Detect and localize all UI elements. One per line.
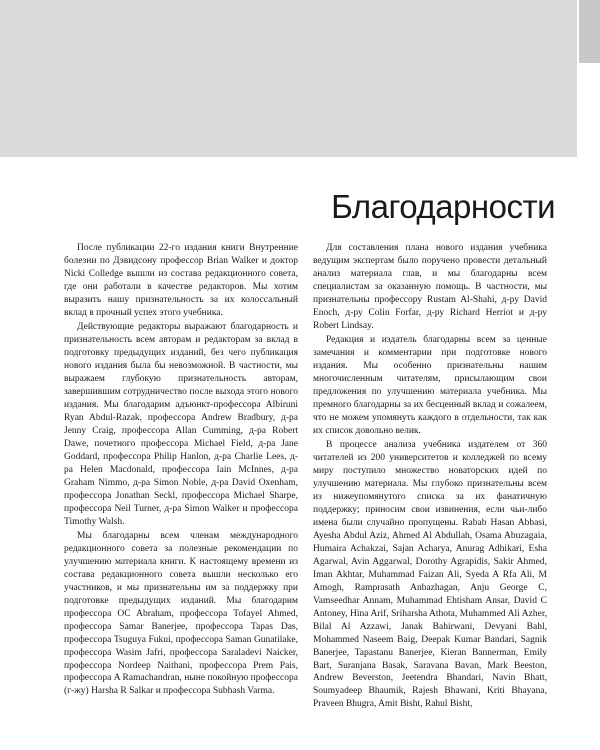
paragraph: Для составления плана нового издания учебника ведущим экспертам было поручено провести детальный анализ материала глав, и мы благодарны всем специалистам за оказанную помощь. В частности, мы признательны профессору Rustam Al-Shahi, д-ру David Enoch, д-ру Colin Forfar, д-ру Richard Herriot и д-ру Robert Lindsay. bbox=[313, 243, 547, 331]
paragraph: Мы благодарны всем членам международного редакционного совета за полезные рекомендации по улучшению материала книги. К настоящему времени из состава редакционного совета вышли несколько его участников, и мы признательны им за поддержку при подготовке предыдущих изданий. Мы благодарим профессора OC Abraham, профессора Tofayel Ahmed, профессора Samar Banerjee, профессора Tapas Das, профессора Tsuguya Fukui, профессора Saman Gunatilake, профессора Wasim Jafri, профессора Saraladevi Naicker, профессора Nordeep Naithani, профессора Prem Pais, профессора A Ramachandran, ныне покойную профессора (г-жу) Harsha R Salkar и профессора Subhash Varma. bbox=[64, 530, 298, 697]
page-title: Благодарности bbox=[331, 188, 555, 225]
paragraph: Редакция и издатель благодарны всем за ценные замечания и комментарии при подготовке нового издания. Мы особенно признательны нашим многочисленным читателям, присылающим свои предложения по улучшению материала учебника. Мы премного благодарны за их бесценный вклад и сожалеем, что не можем упомянуть каждого в отдельности, так как их список довольно велик. bbox=[313, 335, 547, 436]
paragraph: Действующие редакторы выражают благодарность и признательность всем авторам и редакторам за вклад в подготовку предыдущих изданий, без чего публикация нового издания была бы невозможной. В частности, мы выражаем глубокую признательность авторам, завершившим сотрудничество после выхода этого нового издания. Мы благодарим адъюнкт-профессора Albiruni Ryan Abdul-Razak, профессора Andrew Bradbury, д-ра Jenny Craig, профессора Allan Cumming, д-ра Robert Dawe, почетного профессора Michael Field, д-ра Jane Goddard, профессора Philip Hanlon, д-ра Charlie Lees, д-ра Helen Macdonald, профессора Iain McInnes, д-ра Graham Nimmo, д-ра Simon Noble, д-ра David Oxenham, профессора Jonathan Seckl, профессора Michael Sharpe, профессора Neil Turner, д-ра Simon Walker и профессора Timothy Walsh. bbox=[64, 322, 298, 527]
paragraph: В процессе анализа учебника издателем от 360 читателей из 200 университетов и колледжей по всему миру поступило множество новаторских идей по улучшению материала. Мы глубоко признательны всем из нижеупомянутого списка за их фанатичную поддержку; приносим свои извинения, если чьи-либо имена были случайно пропущены. Rabab Hasan Abbasi, Ayesha Abdul Aziz, Ahmed Al Abdullah, Osama Abuzagaia, Humaira Achakzai, Sajan Acharya, Anurag Adhikari, Esha Agarwal, Avin Aggarwal, Dorothy Agrapidis, Sakir Ahmed, Iman Akhtar, Muhammad Faizan Ali, Syeda A Rfa Ali, M Amogh, Ramprasath Anbazhagan, Anju George C, Vamseedhar Annam, Muhammad Ehtisham Ansar, David C Antoney, Hina Arif, Sriharsha Athota, Muhammed Ali Azher, Bilal Al Azzawi, Janak Bahirwani, Devyani Bahl, Mohammed Naseem Baig, Deepak Kumar Bandari, Sagnik Banerjee, Tapastanu Banerjee, Kieran Bannerman, Emily Bart, Suranjana Basak, Saravana Bavan, Mark Beeston, Andrew Beverston, Jeetendra Bhandari, Navin Bhatt, Soumyadeep Bhaumik, Rajesh Bhawani, Kriti Bhayana, Praveen Bhugra, Amit Bisht, Rahul Bisht, bbox=[313, 440, 547, 710]
paragraph: После публикации 22-го издания книги Внутренние болезни по Дэвидсону профессор Brian Walker и доктор Nicki Colledge вышли из состава редакционного совета, где они работали в качестве редакторов. Мы хотим выразить нашу признательность за их колоссальный вклад в прочный успех этого учебника. bbox=[64, 243, 298, 318]
page-edge-tab bbox=[579, 0, 600, 63]
left-column bbox=[64, 242, 298, 700]
header-band bbox=[0, 0, 577, 157]
right-column bbox=[313, 242, 547, 713]
